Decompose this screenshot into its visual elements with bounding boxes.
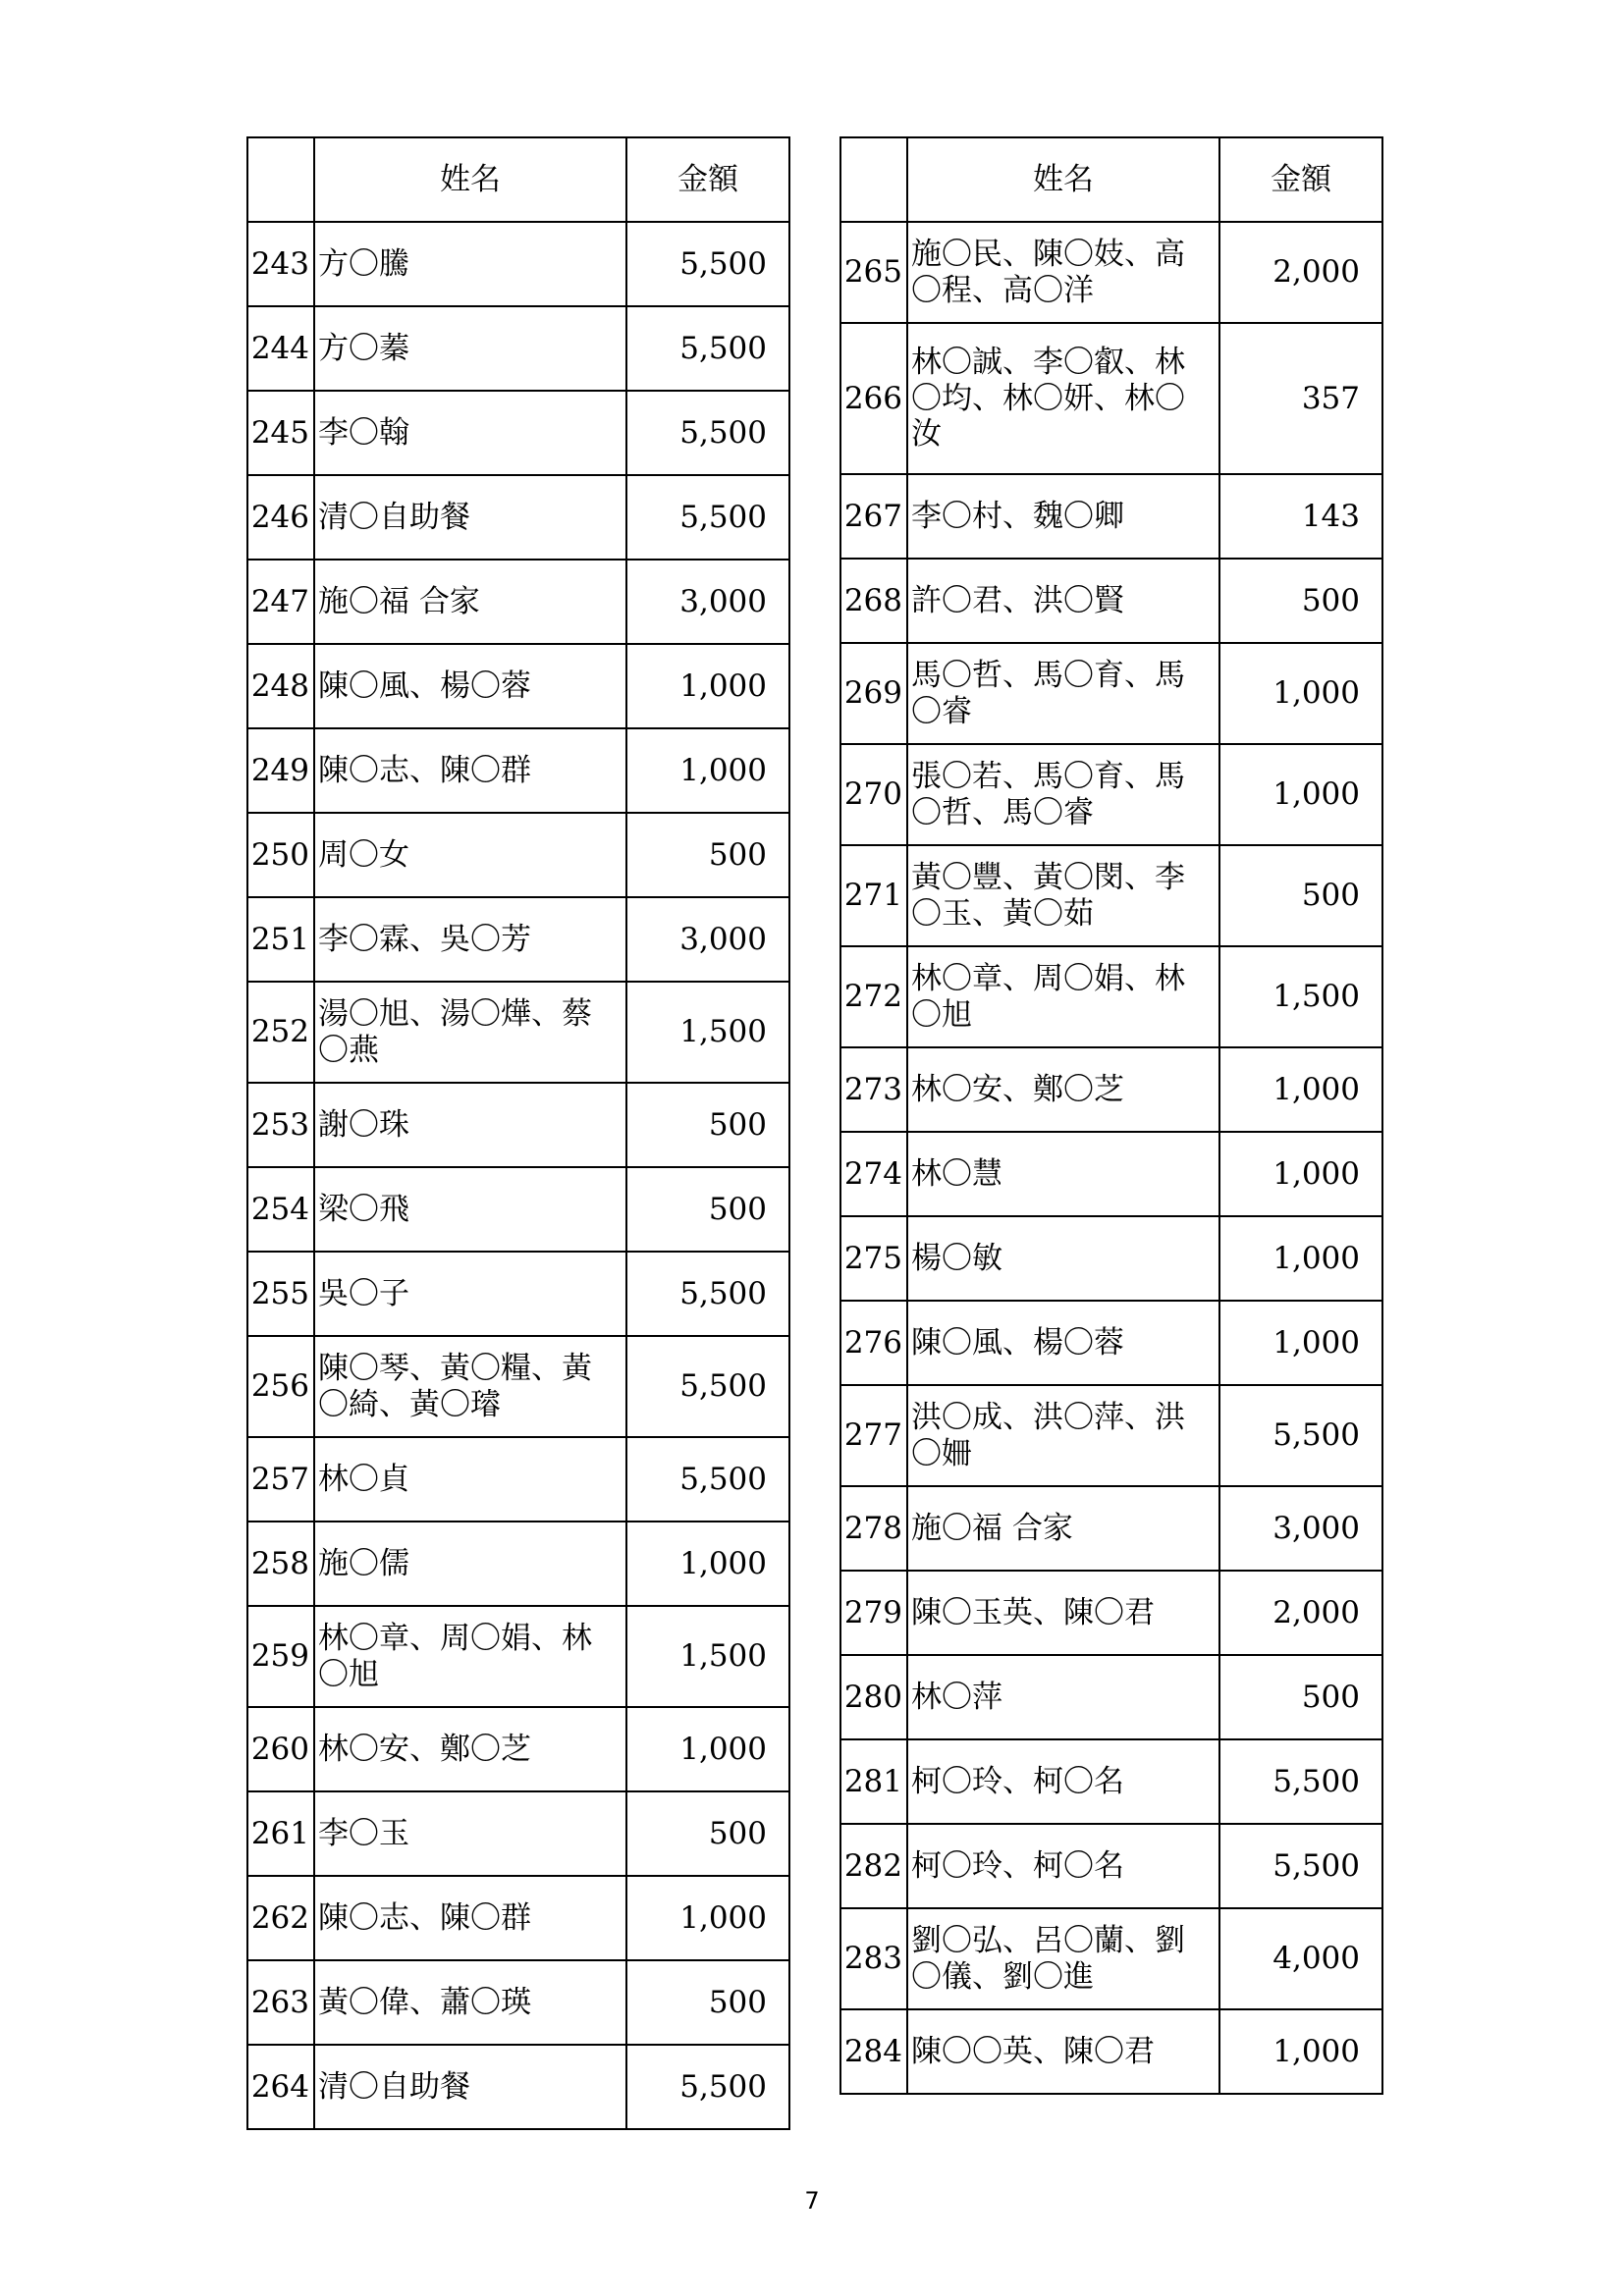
donor-name: 李〇村、魏〇卿 [907,474,1219,559]
donation-amount: 357 [1219,323,1382,474]
row-number: 264 [247,2045,314,2129]
table-row [840,845,1382,946]
row-number: 274 [840,1132,907,1216]
row-number: 254 [247,1167,314,1252]
donor-name: 林〇安、鄭〇芝 [314,1707,626,1791]
donation-amount: 5,500 [626,1336,789,1437]
donor-name: 陳〇志、陳〇群 [314,728,626,813]
table-row [840,1486,1382,1571]
table-row [840,1655,1382,1739]
donor-name: 梁〇飛 [314,1167,626,1252]
donation-amount: 5,500 [1219,1824,1382,1908]
row-number: 253 [247,1083,314,1167]
row-number: 258 [247,1522,314,1606]
row-number: 261 [247,1791,314,1876]
donation-amount: 1,000 [626,728,789,813]
row-number: 245 [247,391,314,475]
table-row [247,644,789,728]
donation-amount: 1,000 [1219,1301,1382,1385]
table-row [840,1908,1382,2009]
donation-amount: 5,500 [1219,1739,1382,1824]
header-name: 姓名 [907,137,1219,222]
table-row [840,1739,1382,1824]
table-row [247,1791,789,1876]
donation-table-left [246,136,790,2130]
row-number: 249 [247,728,314,813]
donor-name: 陳〇風、楊〇蓉 [314,644,626,728]
row-number: 265 [840,222,907,323]
table-header-row [247,137,789,222]
donation-amount: 1,000 [626,1876,789,1960]
header-number [247,137,314,222]
table-row [247,728,789,813]
row-number: 257 [247,1437,314,1522]
donation-amount: 5,500 [626,306,789,391]
row-number: 267 [840,474,907,559]
donor-name: 馬〇哲、馬〇育、馬〇睿 [907,643,1219,744]
row-number: 263 [247,1960,314,2045]
donation-amount: 1,000 [626,1707,789,1791]
table-row [247,982,789,1083]
donation-amount: 1,000 [1219,2009,1382,2094]
row-number: 244 [247,306,314,391]
donor-name: 謝〇珠 [314,1083,626,1167]
row-number: 270 [840,744,907,845]
table-row [840,1385,1382,1486]
donation-amount: 5,500 [626,1252,789,1336]
donation-amount: 2,000 [1219,1571,1382,1655]
row-number: 260 [247,1707,314,1791]
donation-amount: 1,000 [1219,1216,1382,1301]
row-number: 281 [840,1739,907,1824]
donor-name: 方〇騰 [314,222,626,306]
donor-name: 李〇霖、吳〇芳 [314,897,626,982]
donation-amount: 500 [626,813,789,897]
table-row [840,1301,1382,1385]
donor-name: 陳〇玉英、陳〇君 [907,1571,1219,1655]
donor-name: 楊〇敏 [907,1216,1219,1301]
donor-name: 施〇儒 [314,1522,626,1606]
row-number: 246 [247,475,314,560]
donation-amount: 5,500 [626,222,789,306]
table-row [840,2009,1382,2094]
row-number: 255 [247,1252,314,1336]
donor-name: 林〇萍 [907,1655,1219,1739]
row-number: 282 [840,1824,907,1908]
row-number: 250 [247,813,314,897]
donation-amount: 1,000 [626,1522,789,1606]
table-row [840,323,1382,474]
donation-amount: 1,000 [1219,1047,1382,1132]
donation-amount: 500 [626,1960,789,2045]
donor-name: 林〇貞 [314,1437,626,1522]
table-row [247,1707,789,1791]
row-number: 271 [840,845,907,946]
donor-name: 李〇玉 [314,1791,626,1876]
table-row [247,1083,789,1167]
table-row [247,1606,789,1707]
table-body [840,222,1382,2094]
table-row [247,1252,789,1336]
header-name: 姓名 [314,137,626,222]
donor-name: 周〇女 [314,813,626,897]
donor-name: 清〇自助餐 [314,475,626,560]
row-number: 252 [247,982,314,1083]
donation-amount: 500 [626,1167,789,1252]
page-number: 7 [804,2187,820,2215]
row-number: 248 [247,644,314,728]
donor-name: 黃〇豐、黃〇閔、李〇玉、黃〇茹 [907,845,1219,946]
table-row [840,474,1382,559]
donation-amount: 1,000 [1219,643,1382,744]
donation-amount: 3,000 [626,897,789,982]
donor-name: 張〇若、馬〇育、馬〇哲、馬〇睿 [907,744,1219,845]
row-number: 277 [840,1385,907,1486]
table-row [247,1336,789,1437]
table-row [840,1571,1382,1655]
table-body [247,222,789,2129]
donor-name: 劉〇弘、呂〇蘭、劉〇儀、劉〇進 [907,1908,1219,2009]
row-number: 251 [247,897,314,982]
table-row [247,560,789,644]
row-number: 256 [247,1336,314,1437]
table-row [247,1960,789,2045]
donor-name: 施〇福 合家 [907,1486,1219,1571]
donor-name: 清〇自助餐 [314,2045,626,2129]
table-row [247,1522,789,1606]
donation-amount: 5,500 [626,1437,789,1522]
header-amount: 金額 [626,137,789,222]
donation-amount: 500 [1219,1655,1382,1739]
donor-name: 陳〇〇英、陳〇君 [907,2009,1219,2094]
donation-amount: 2,000 [1219,222,1382,323]
donor-name: 林〇安、鄭〇芝 [907,1047,1219,1132]
donation-amount: 5,500 [626,2045,789,2129]
donation-amount: 1,000 [626,644,789,728]
donation-amount: 1,500 [626,1606,789,1707]
donor-name: 林〇章、周〇娟、林〇旭 [314,1606,626,1707]
row-number: 276 [840,1301,907,1385]
donor-name: 吳〇子 [314,1252,626,1336]
donor-name: 陳〇琴、黃〇糧、黃〇綺、黃〇璿 [314,1336,626,1437]
row-number: 283 [840,1908,907,2009]
donation-amount: 500 [626,1083,789,1167]
donor-name: 方〇蓁 [314,306,626,391]
table-row [247,1876,789,1960]
donor-name: 林〇章、周〇娟、林〇旭 [907,946,1219,1047]
row-number: 275 [840,1216,907,1301]
donation-amount: 500 [626,1791,789,1876]
row-number: 266 [840,323,907,474]
donation-table-right [839,136,1383,2095]
row-number: 278 [840,1486,907,1571]
donor-name: 施〇福 合家 [314,560,626,644]
table-row [840,643,1382,744]
donation-amount: 5,500 [1219,1385,1382,1486]
table-row [840,1132,1382,1216]
donor-name: 陳〇志、陳〇群 [314,1876,626,1960]
header-amount: 金額 [1219,137,1382,222]
donor-name: 湯〇旭、湯〇燁、蔡〇燕 [314,982,626,1083]
table-row [247,475,789,560]
table-row [840,222,1382,323]
row-number: 247 [247,560,314,644]
donor-name: 陳〇風、楊〇蓉 [907,1301,1219,1385]
table-row [247,306,789,391]
table-row [840,946,1382,1047]
donor-name: 林〇慧 [907,1132,1219,1216]
table-row [840,1216,1382,1301]
donation-amount: 1,000 [1219,1132,1382,1216]
table-row [840,1824,1382,1908]
table-row [247,222,789,306]
donation-amount: 1,000 [1219,744,1382,845]
row-number: 272 [840,946,907,1047]
donor-name: 洪〇成、洪〇萍、洪〇姍 [907,1385,1219,1486]
table-row [247,813,789,897]
row-number: 243 [247,222,314,306]
table-row [247,391,789,475]
donation-amount: 3,000 [626,560,789,644]
donation-amount: 143 [1219,474,1382,559]
row-number: 279 [840,1571,907,1655]
row-number: 284 [840,2009,907,2094]
donor-name: 李〇翰 [314,391,626,475]
donor-name: 許〇君、洪〇賢 [907,559,1219,643]
table-row [247,2045,789,2129]
donor-name: 林〇誠、李〇叡、林〇均、林〇妍、林〇汝 [907,323,1219,474]
row-number: 262 [247,1876,314,1960]
donation-amount: 1,500 [1219,946,1382,1047]
table-header-row [840,137,1382,222]
donor-name: 施〇民、陳〇妓、高〇程、高〇洋 [907,222,1219,323]
table-row [840,744,1382,845]
table-row [247,1437,789,1522]
row-number: 273 [840,1047,907,1132]
row-number: 259 [247,1606,314,1707]
table-row [840,1047,1382,1132]
row-number: 268 [840,559,907,643]
row-number: 269 [840,643,907,744]
donation-amount: 3,000 [1219,1486,1382,1571]
donation-amount: 4,000 [1219,1908,1382,2009]
donation-amount: 5,500 [626,391,789,475]
donor-name: 黃〇偉、蕭〇瑛 [314,1960,626,2045]
table-row [247,1167,789,1252]
donation-amount: 5,500 [626,475,789,560]
donation-amount: 500 [1219,559,1382,643]
table-row [840,559,1382,643]
donation-amount: 500 [1219,845,1382,946]
donor-name: 柯〇玲、柯〇名 [907,1824,1219,1908]
table-row [247,897,789,982]
row-number: 280 [840,1655,907,1739]
donor-name: 柯〇玲、柯〇名 [907,1739,1219,1824]
donation-amount: 1,500 [626,982,789,1083]
header-number [840,137,907,222]
